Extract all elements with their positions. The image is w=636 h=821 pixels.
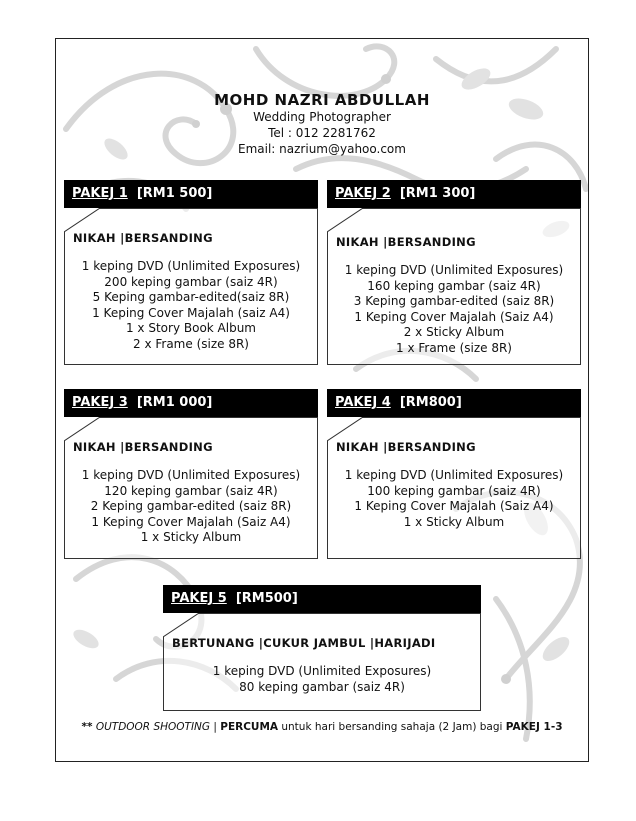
package-1-header xyxy=(64,180,318,208)
footer-note xyxy=(56,721,588,733)
package-subtitle: BERTUNANG |CUKUR JAMBUL |HARIJADI xyxy=(172,636,436,650)
list-item: 200 keping gambar (saiz 4R) xyxy=(104,274,278,289)
header xyxy=(56,91,588,157)
list-item: 1 Keping Cover Majalah (Saiz A4) xyxy=(354,309,554,324)
email-address: Email: nazrium@yahoo.com xyxy=(238,142,406,156)
package-price: [RM800] xyxy=(399,395,462,410)
package-label: PAKEJ 5 xyxy=(171,591,227,606)
package-label: PAKEJ 2 xyxy=(335,186,391,201)
list-item: 1 Keping Cover Majalah (Saiz A4) xyxy=(91,514,291,529)
package-4-header xyxy=(327,389,581,417)
list-item: 2 x Frame (size 8R) xyxy=(133,336,249,351)
phone-number: Tel : 012 2281762 xyxy=(268,126,376,140)
package-items xyxy=(328,468,580,530)
package-items xyxy=(164,664,480,695)
list-item: 1 x Sticky Album xyxy=(403,514,505,529)
package-label: PAKEJ 1 xyxy=(72,186,128,201)
footer-separator: | xyxy=(213,721,217,733)
list-item: 5 Keping gambar-edited(saiz 8R) xyxy=(92,290,290,304)
list-item: 1 Keping Cover Majalah (saiz A4) xyxy=(92,305,290,320)
list-item: 2 Keping gambar-edited (saiz 8R) xyxy=(90,499,292,513)
footer-outdoor: OUTDOOR SHOOTING xyxy=(95,721,211,733)
package-items xyxy=(65,468,317,546)
page-fold-icon xyxy=(64,417,100,441)
footer-percuma: PERCUMA xyxy=(220,721,279,733)
list-item: 160 keping gambar (saiz 4R) xyxy=(367,278,541,293)
package-subtitle: NIKAH |BERSANDING xyxy=(73,231,213,245)
list-item: 1 keping DVD (Unlimited Exposures) xyxy=(81,468,301,482)
footer-rest: untuk hari bersanding sahaja (2 Jam) bagi xyxy=(281,721,503,733)
footer-prefix: ** xyxy=(81,721,93,733)
list-item: 1 x Story Book Album xyxy=(125,321,256,335)
page-fold-icon xyxy=(327,208,363,232)
list-item: 1 keping DVD (Unlimited Exposures) xyxy=(344,468,564,482)
list-item: 2 x Sticky Album xyxy=(403,325,505,339)
package-price: [RM500] xyxy=(235,591,298,606)
footer-pakej: PAKEJ 1-3 xyxy=(505,721,563,733)
package-items xyxy=(328,263,580,356)
price-list-page xyxy=(55,38,589,762)
package-subtitle: NIKAH |BERSANDING xyxy=(73,440,213,454)
package-3-header xyxy=(64,389,318,417)
page-fold-icon xyxy=(163,613,199,637)
package-5-details xyxy=(163,613,481,711)
list-item: 1 keping DVD (Unlimited Exposures) xyxy=(81,259,301,273)
package-price: [RM1 000] xyxy=(136,395,213,410)
package-2-header xyxy=(327,180,581,208)
package-4-details xyxy=(327,417,581,559)
list-item: 120 keping gambar (saiz 4R) xyxy=(104,483,278,498)
list-item: 100 keping gambar (saiz 4R) xyxy=(367,483,541,498)
list-item: 1 x Sticky Album xyxy=(140,530,242,544)
photographer-name: MOHD NAZRI ABDULLAH xyxy=(214,91,430,109)
package-label: PAKEJ 3 xyxy=(72,395,128,410)
package-3-details xyxy=(64,417,318,559)
list-item: 1 x Frame (size 8R) xyxy=(396,340,512,355)
list-item: 1 Keping Cover Majalah (Saiz A4) xyxy=(354,499,554,513)
list-item: 1 keping DVD (Unlimited Exposures) xyxy=(344,263,564,277)
package-subtitle: NIKAH |BERSANDING xyxy=(336,440,476,454)
package-price: [RM1 300] xyxy=(399,186,476,201)
package-5-header xyxy=(163,585,481,613)
list-item: 1 keping DVD (Unlimited Exposures) xyxy=(212,664,432,678)
list-item: 3 Keping gambar-edited (saiz 8R) xyxy=(353,294,555,308)
list-item: 80 keping gambar (saiz 4R) xyxy=(239,679,405,694)
package-price: [RM1 500] xyxy=(136,186,213,201)
photographer-title: Wedding Photographer xyxy=(253,110,391,124)
package-1-details xyxy=(64,208,318,365)
page-fold-icon xyxy=(64,208,100,232)
package-2-details xyxy=(327,208,581,365)
package-label: PAKEJ 4 xyxy=(335,395,391,410)
package-subtitle: NIKAH |BERSANDING xyxy=(336,235,476,249)
package-items xyxy=(65,259,317,352)
page-fold-icon xyxy=(327,417,363,441)
